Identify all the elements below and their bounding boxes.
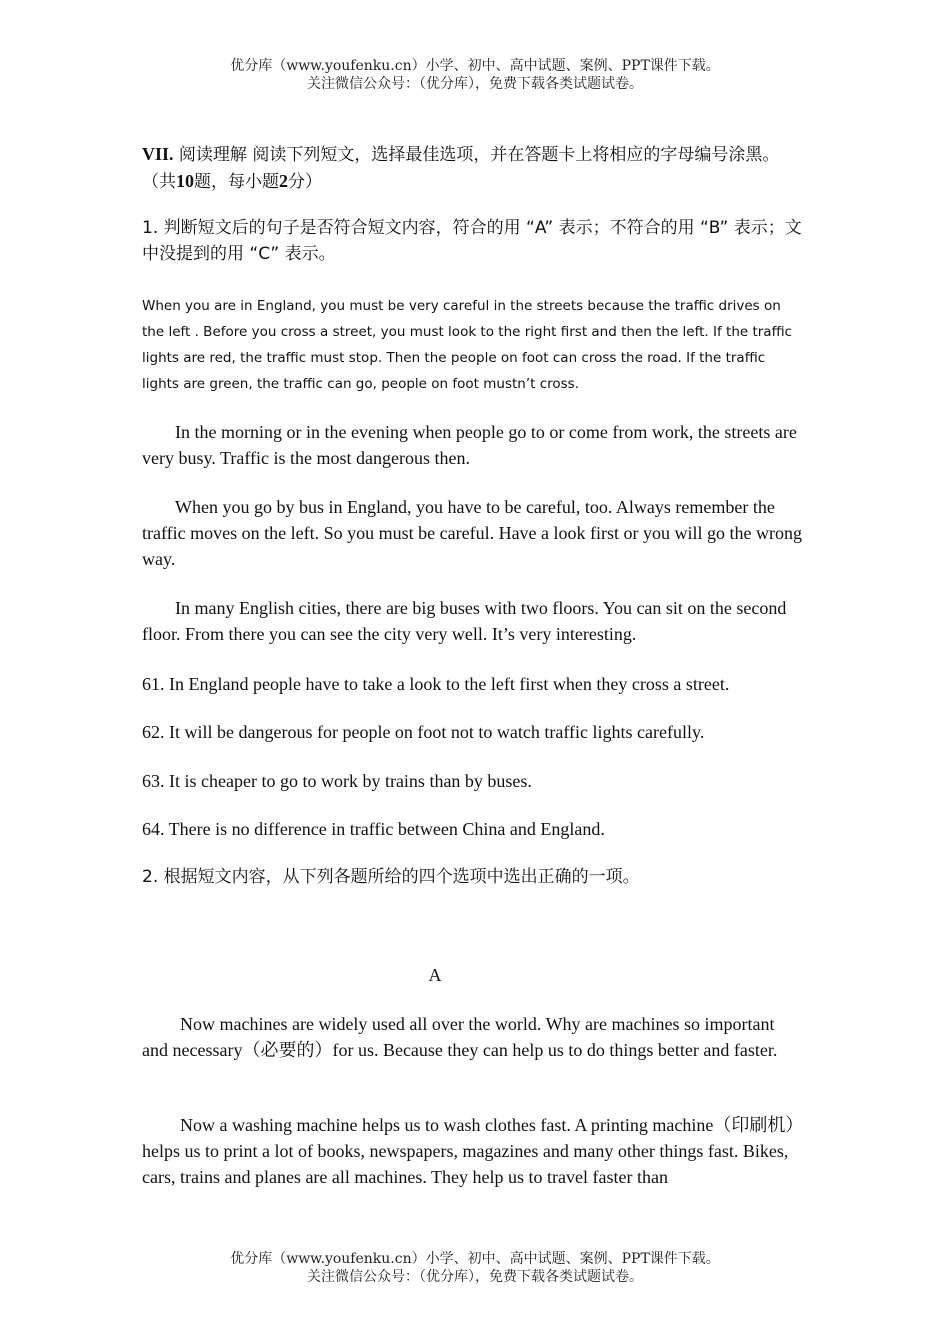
- question-64: 64. There is no difference in traffic between China and England.: [142, 819, 605, 839]
- footer-line-1: 优分库（www.youfenku.cn）小学、初中、高中试题、案例、PPT课件下载。: [230, 1251, 720, 1267]
- part1-instruction: 1. 判断短文后的句子是否符合短文内容，符合的用 “A” 表示；不符合的用 “B” 表示；文中没提到的用 “C” 表示。: [142, 218, 802, 264]
- page-header: [0, 57, 950, 93]
- header-line-2: 关注微信公众号：（优分库），免费下载各类试题试卷。: [307, 76, 643, 92]
- section-title-text-1: 阅读理解 阅读下列短文，选择最佳选项，并在答题卡上将相应的字母编号涂黑。（共: [142, 145, 780, 192]
- part2-instruction: 2. 根据短文内容，从下列各题所给的四个选项中选出正确的一项。: [142, 867, 640, 887]
- section-count: 10: [176, 171, 194, 191]
- footer-line-2: 关注微信公众号：（优分库），免费下载各类试题试卷。: [307, 1269, 643, 1285]
- section-title: [142, 141, 804, 195]
- question-61: 61. In England people have to take a look to the left first when they cross a street.: [142, 674, 730, 694]
- part1-paragraph-2: In the morning or in the evening when people go to or come from work, the streets are very busy. Traffic is the most dangerous then.: [142, 422, 797, 468]
- part2-paragraph-2: Now a washing machine helps us to wash clothes fast. A printing machine（印刷机）helps us to print a lot of books, newspapers, magazines and many other things fast. Bikes, cars, trains and planes are all machines. They help us to travel faster than: [142, 1115, 804, 1187]
- question-63: 63. It is cheaper to go to work by trains than by buses.: [142, 771, 532, 791]
- header-line-1: 优分库（www.youfenku.cn）小学、初中、高中试题、案例、PPT课件下载。: [230, 58, 720, 74]
- section-number: VII.: [142, 144, 174, 164]
- page-footer: [0, 1250, 950, 1286]
- section-points: 2: [279, 171, 288, 191]
- part2-paragraph-1: Now machines are widely used all over the world. Why are machines so important and necessary（必要的）for us. Because they can help us to do things better and faster.: [142, 1014, 778, 1060]
- question-62: 62. It will be dangerous for people on foot not to watch traffic lights carefully.: [142, 722, 705, 742]
- section-title-text-3: 分）: [288, 172, 322, 192]
- part1-paragraph-3: When you go by bus in England, you have to be careful, too. Always remember the traffic moves on the left. So you must be careful. Have a look first or you will go the wrong way.: [142, 497, 803, 569]
- part1-paragraph-1: When you are in England, you must be very careful in the streets because the traffic drives on the left . Before you cross a street, you must look to the right first and then the left. If the traffic lights are red, the traffic must stop. Then the people on foot can cross the road. If the traffic lights are green, the traffic can go, people on foot mustn’t cross.: [142, 298, 793, 392]
- section-title-text-2: 题，每小题: [194, 172, 279, 192]
- passage-label: A: [428, 965, 442, 985]
- part1-paragraph-4: In many English cities, there are big buses with two floors. You can sit on the second floor. From there you can see the city very well. It’s very interesting.: [142, 598, 787, 644]
